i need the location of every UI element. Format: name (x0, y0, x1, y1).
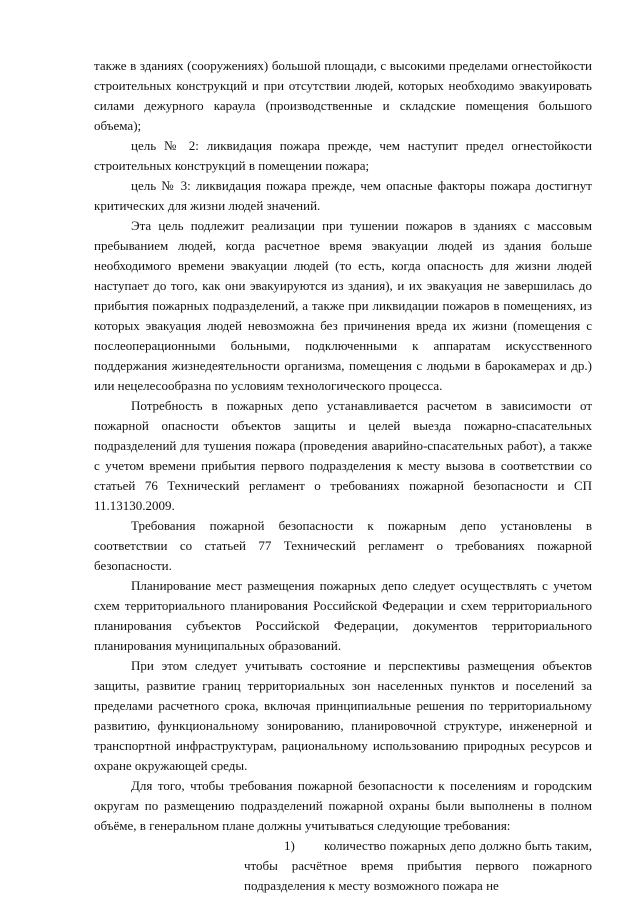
paragraph: цель № 3: ликвидация пожара прежде, чем опасные факторы пожара достигнут критических для жизни людей значений. (94, 178, 592, 213)
list-item-text: количество пожарных депо должно быть таким, чтобы расчётное время прибытия первого пожарного подразделения к месту возможного пожара не (244, 838, 592, 893)
paragraph: Требования пожарной безопасности к пожарным депо установлены в соответствии со статьей 77 Технический регламент о требованиях пожарной безопасности. (94, 518, 592, 573)
list-item (244, 836, 592, 896)
requirements-list (244, 836, 592, 896)
paragraph: Для того, чтобы требования пожарной безопасности к поселениям и городским округам по размещению подразделений пожарной охраны были выполнены в полном объёме, в генеральном плане должны учитываться следующие требования: (94, 778, 592, 833)
list-item-number: 1) (284, 838, 295, 853)
paragraph: При этом следует учитывать состояние и перспективы размещения объектов защиты, развитие границ территориальных зон населенных пунктов и поселений за пределами расчетного срока, включая принципиальные решения по территориальному развитию, функциональному зонированию, планировочной структуре, инженерной и транспортной инфраструктурам, рациональному использованию природных ресурсов и охране окружающей среды. (94, 658, 592, 773)
paragraph: также в зданиях (сооружениях) большой площади, с высокими пределами огнестойкости строительных конструкций и при отсутствии людей, которых необходимо эвакуировать силами дежурного караула (производственные и складские помещения большого объема); (94, 58, 592, 133)
paragraph: цель № 2: ликвидация пожара прежде, чем наступит предел огнестойкости строительных конструкций в помещении пожара; (94, 138, 592, 173)
paragraph: Эта цель подлежит реализации при тушении пожаров в зданиях с массовым пребыванием людей, когда расчетное время эвакуации людей из здания больше необходимого времени эвакуации людей (то есть, когда опасность для жизни людей наступает до того, как они эвакуируются из здания), и их эвакуация не завершилась до прибытия пожарных подразделений, а также при ликвидации пожаров в помещениях, из которых эвакуация людей невозможна без причинения вреда их жизни (помещения с послеоперационными больными, подключенными к аппаратам искусственного поддержания жизнедеятельности организма, помещения с людьми в барокамерах и др.) или нецелесообразна по условиям технологического процесса. (94, 218, 592, 393)
paragraph: Потребность в пожарных депо устанавливается расчетом в зависимости от пожарной опасности объектов защиты и целей выезда пожарно-спасательных подразделений для тушения пожара (проведения аварийно-спасательных работ), а также с учетом времени прибытия первого подразделения к месту вызова в соответствии со статьей 76 Технический регламент о требованиях пожарной безопасности и СП 11.13130.2009. (94, 398, 592, 513)
paragraph: Планирование мест размещения пожарных депо следует осуществлять с учетом схем территориального планирования Российской Федерации и схем территориального планирования субъектов Российской Федерации, документов территориального планирования муниципальных образований. (94, 578, 592, 653)
